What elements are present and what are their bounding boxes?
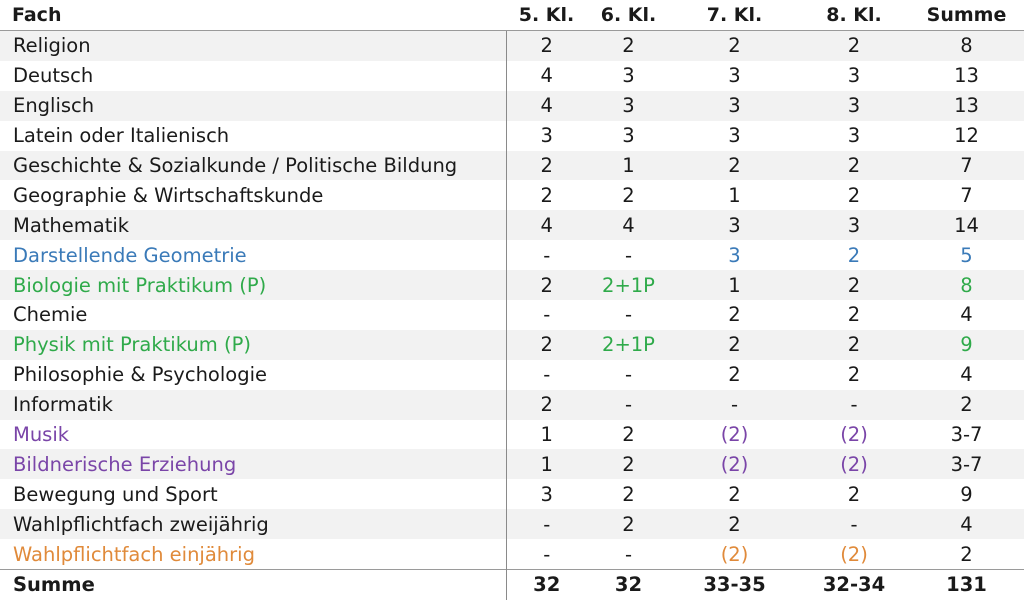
subject-cell: Geschichte & Sozialkunde / Politische Bildung (0, 151, 506, 181)
subject-cell: Englisch (0, 91, 506, 121)
grade-6-cell: 3 (587, 61, 670, 91)
header-row (0, 0, 1024, 31)
grade-5-cell: - (506, 360, 587, 390)
subject-cell: Wahlpflichtfach zweijährig (0, 509, 506, 539)
grade-5-cell: 2 (506, 31, 587, 61)
table-row (0, 121, 1024, 151)
grade-5-cell: 2 (506, 330, 587, 360)
sum-cell: 4 (909, 509, 1024, 539)
table-row (0, 390, 1024, 420)
grade-8-cell: - (799, 509, 909, 539)
grade-7-cell: 3 (670, 240, 799, 270)
total-row (0, 570, 1024, 600)
grade-7-cell: 2 (670, 31, 799, 61)
table-row (0, 360, 1024, 390)
grade-7-cell: 3 (670, 210, 799, 240)
grade-8-cell: 3 (799, 91, 909, 121)
subject-cell: Chemie (0, 300, 506, 330)
grade-8-cell: (2) (799, 420, 909, 450)
sum-cell: 9 (909, 330, 1024, 360)
grade-5-cell: 4 (506, 61, 587, 91)
grade-8-cell: 3 (799, 61, 909, 91)
grade-6-cell: 3 (587, 91, 670, 121)
subject-cell: Bewegung und Sport (0, 479, 506, 509)
grade-5-cell: 4 (506, 91, 587, 121)
total-grade-5: 32 (506, 570, 587, 600)
grade-8-cell: 2 (799, 31, 909, 61)
grade-7-cell: 3 (670, 121, 799, 151)
sum-cell: 3-7 (909, 420, 1024, 450)
total-label: Summe (0, 570, 506, 600)
grade-8-cell: 2 (799, 151, 909, 181)
grade-7-cell: (2) (670, 420, 799, 450)
grade-6-cell: 3 (587, 121, 670, 151)
grade-5-cell: 4 (506, 210, 587, 240)
grade-7-cell: 3 (670, 91, 799, 121)
grade-7-cell: (2) (670, 539, 799, 569)
subject-cell: Latein oder Italienisch (0, 121, 506, 151)
grade-6-cell: - (587, 240, 670, 270)
grade-6-cell: 1 (587, 151, 670, 181)
grade-8-cell: 2 (799, 360, 909, 390)
table-row (0, 509, 1024, 539)
subject-cell: Biologie mit Praktikum (P) (0, 270, 506, 300)
subject-cell: Philosophie & Psychologie (0, 360, 506, 390)
table-row (0, 151, 1024, 181)
grade-8-cell: 2 (799, 479, 909, 509)
grade-8-cell: 3 (799, 210, 909, 240)
subject-cell: Physik mit Praktikum (P) (0, 330, 506, 360)
grade-6-cell: 4 (587, 210, 670, 240)
table-row (0, 61, 1024, 91)
grade-6-cell: 2 (587, 479, 670, 509)
grade-5-cell: 2 (506, 390, 587, 420)
table-row (0, 240, 1024, 270)
subject-cell: Mathematik (0, 210, 506, 240)
grade-8-cell: 2 (799, 300, 909, 330)
grade-6-cell: 2+1P (587, 270, 670, 300)
sum-cell: 5 (909, 240, 1024, 270)
grade-7-cell: 3 (670, 61, 799, 91)
grade-5-cell: - (506, 539, 587, 569)
total-sum: 131 (909, 570, 1024, 600)
table-row (0, 31, 1024, 61)
table-row (0, 449, 1024, 479)
grade-8-cell: - (799, 390, 909, 420)
grade-7-cell: 2 (670, 300, 799, 330)
sum-cell: 12 (909, 121, 1024, 151)
grade-6-cell: 2 (587, 449, 670, 479)
grade-7-cell: 2 (670, 151, 799, 181)
table-row (0, 539, 1024, 569)
grade-6-cell: 2 (587, 180, 670, 210)
grade-7-cell: 2 (670, 330, 799, 360)
grade-8-cell: (2) (799, 449, 909, 479)
grade-6-cell: 2 (587, 31, 670, 61)
header-grade-7: 7. Kl. (670, 0, 799, 31)
sum-cell: 2 (909, 539, 1024, 569)
sum-cell: 4 (909, 360, 1024, 390)
grade-5-cell: 2 (506, 180, 587, 210)
grade-7-cell: 1 (670, 270, 799, 300)
sum-cell: 13 (909, 61, 1024, 91)
grade-7-cell: 2 (670, 479, 799, 509)
grade-8-cell: 2 (799, 270, 909, 300)
grade-7-cell: 2 (670, 360, 799, 390)
grade-5-cell: 3 (506, 121, 587, 151)
sum-cell: 8 (909, 270, 1024, 300)
table-row (0, 330, 1024, 360)
grade-8-cell: 2 (799, 240, 909, 270)
table-row (0, 270, 1024, 300)
sum-cell: 7 (909, 180, 1024, 210)
grade-5-cell: 1 (506, 420, 587, 450)
subject-cell: Darstellende Geometrie (0, 240, 506, 270)
grade-7-cell: 2 (670, 509, 799, 539)
sum-cell: 2 (909, 390, 1024, 420)
subject-cell: Bildnerische Erziehung (0, 449, 506, 479)
grade-5-cell: 2 (506, 270, 587, 300)
subject-cell: Wahlpflichtfach einjährig (0, 539, 506, 569)
grade-8-cell: 2 (799, 180, 909, 210)
grade-6-cell: 2+1P (587, 330, 670, 360)
grade-5-cell: 2 (506, 151, 587, 181)
grade-5-cell: - (506, 300, 587, 330)
grade-6-cell: 2 (587, 420, 670, 450)
grade-8-cell: (2) (799, 539, 909, 569)
subject-cell: Deutsch (0, 61, 506, 91)
subject-cell: Geographie & Wirtschaftskunde (0, 180, 506, 210)
sum-cell: 8 (909, 31, 1024, 61)
header-grade-8: 8. Kl. (799, 0, 909, 31)
grade-5-cell: 1 (506, 449, 587, 479)
grade-6-cell: - (587, 300, 670, 330)
table-row (0, 479, 1024, 509)
total-grade-6: 32 (587, 570, 670, 600)
grade-8-cell: 2 (799, 330, 909, 360)
grade-7-cell: (2) (670, 449, 799, 479)
header-grade-6: 6. Kl. (587, 0, 670, 31)
grade-6-cell: 2 (587, 509, 670, 539)
table-row (0, 91, 1024, 121)
grade-7-cell: 1 (670, 180, 799, 210)
grade-6-cell: - (587, 360, 670, 390)
header-subject: Fach (0, 0, 506, 31)
subject-cell: Informatik (0, 390, 506, 420)
grade-5-cell: 3 (506, 479, 587, 509)
header-sum: Summe (909, 0, 1024, 31)
subject-cell: Religion (0, 31, 506, 61)
table-row (0, 300, 1024, 330)
grade-5-cell: - (506, 509, 587, 539)
grade-5-cell: - (506, 240, 587, 270)
sum-cell: 4 (909, 300, 1024, 330)
sum-cell: 3-7 (909, 449, 1024, 479)
header-grade-5: 5. Kl. (506, 0, 587, 31)
sum-cell: 9 (909, 479, 1024, 509)
total-grade-7: 33-35 (670, 570, 799, 600)
subject-cell: Musik (0, 420, 506, 450)
sum-cell: 14 (909, 210, 1024, 240)
table-row (0, 420, 1024, 450)
grade-6-cell: - (587, 539, 670, 569)
grade-8-cell: 3 (799, 121, 909, 151)
total-grade-8: 32-34 (799, 570, 909, 600)
sum-cell: 7 (909, 151, 1024, 181)
grade-6-cell: - (587, 390, 670, 420)
grade-7-cell: - (670, 390, 799, 420)
table-row (0, 180, 1024, 210)
table-row (0, 210, 1024, 240)
sum-cell: 13 (909, 91, 1024, 121)
